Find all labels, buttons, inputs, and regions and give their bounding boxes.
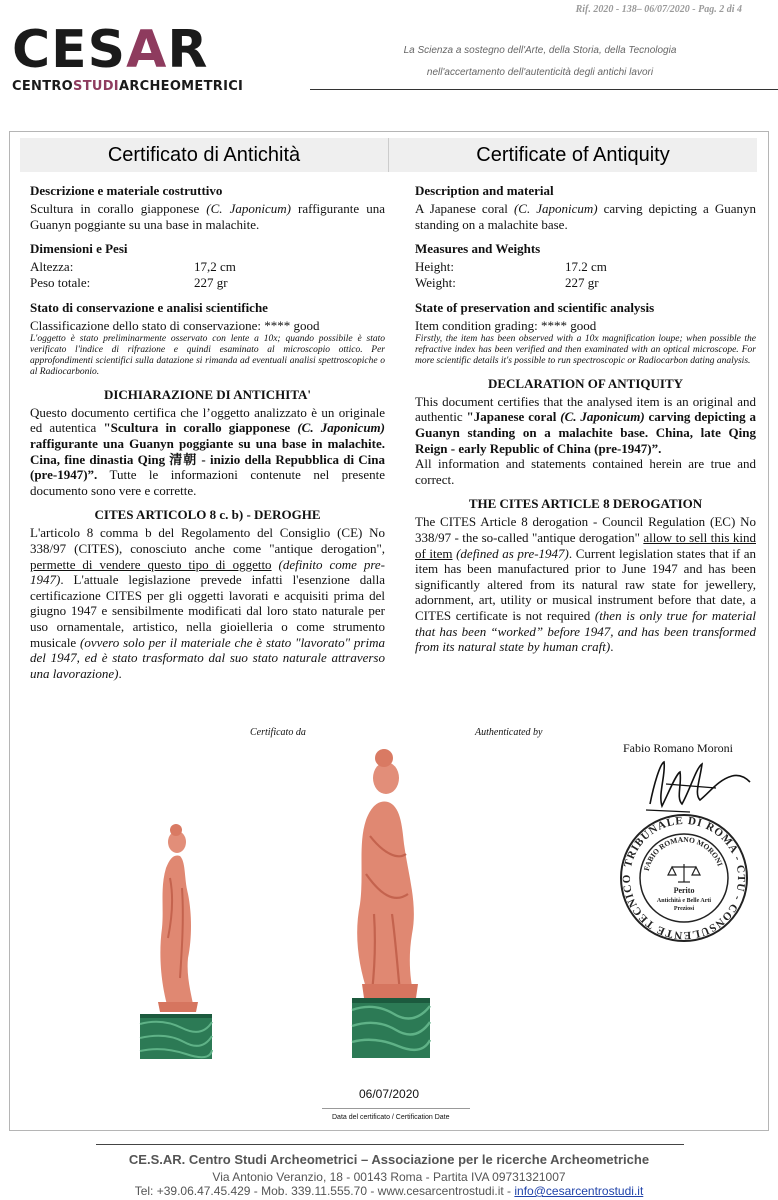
authenticated-by-caption: Authenticated by [475, 727, 543, 738]
it-state-heading: Stato di conservazione e analisi scientifiche [30, 300, 268, 316]
en-declaration-heading: DECLARATION OF ANTIQUITY [487, 375, 684, 391]
footer-divider [96, 1144, 684, 1145]
date-divider [322, 1108, 470, 1109]
en-height-row: Height: 17.2 cm [415, 259, 607, 275]
expert-name: Fabio Romano Moroni [623, 741, 733, 755]
it-cites-text: L'articolo 8 comma b del Regolamento del Consiglio (CE) No 338/97 (CITES), conosciuto anche come "antique derogation", permette di vendere questo tipo di oggetto (definito come pre-1947). L'attuale legislazione prevede infatti l'esenzione dalla certificazione CITES per gli oggetti lavorati e acquisiti prima del giugno 1947 e sensibilmente modificati dal loro stato naturale per uso ornamentale, artistico, nella gioielleria o come strumento musicale (ovvero solo per il materiale che è stato "lavorato" prima del 1947, ed è stato trasformato dal suo stato naturale attraverso una lavorazione). [30, 525, 386, 681]
certificate-title-bar [20, 138, 757, 172]
it-description-heading: Descrizione e materiale costruttivo [30, 183, 223, 198]
en-description-heading: Description and material [415, 183, 554, 198]
it-declaration-heading: DICHIARAZIONE DI ANTICHITA' [103, 386, 312, 402]
it-state-note: L'oggetto è stato preliminarmente osservato con lente a 10x; quando possibile è stato verificato l'indice di rifrazione e quindi esaminato al microscopio ottico. Per approfondimenti scientifici sulla datazione si rimanda ad eventuali analisi spettroscopiche o al Radiocarbonio. [30, 333, 385, 377]
it-description-text: Scultura in corallo giapponese (C. Japonicum) raffigurante una Guanyn poggiante su una base in malachite. [30, 201, 385, 232]
footer-address: Via Antonio Veranzio, 18 - 00143 Roma - Partita IVA 09731321007 [212, 1170, 566, 1184]
it-grading: Classificazione dello stato di conservazione: **** good [30, 318, 320, 334]
en-grading: Item condition grading: **** good [415, 318, 597, 334]
svg-text:FABIO ROMANO MORONI [642, 835, 725, 872]
email-link[interactable]: info@cesarcentrostudi.it [514, 1184, 644, 1198]
en-weight-row: Weight: 227 gr [415, 275, 599, 291]
footer-contacts: Tel: +39.06.47.45.429 - Mob. 339.11.555.70 - www.cesarcentrostudi.it - info@cesarcentrostudi.it [134, 1184, 644, 1198]
it-weight-row: Peso totale: 227 gr [30, 275, 228, 291]
logo-wordmark: CESAR [12, 20, 209, 80]
it-cites-heading: CITES ARTICOLO 8 c. b) - DEROGHE [94, 507, 321, 523]
certification-date: 06/07/2020 [359, 1087, 420, 1101]
english-column [415, 183, 756, 655]
en-state-note: Firstly, the item has been observed with a 10x magnification loupe; when possible the refractive index has been verified and then examinated with an optical microscope. For more scientific details it's possible to run spectroscopic or Radiocarbon dating analysis. [415, 333, 756, 366]
en-state-heading: State of preservation and scientific analysis [415, 300, 655, 316]
en-description-text: A Japanese coral (C. Japonicum) carving depicting a Guanyn standing on a malachite base. [415, 201, 756, 232]
cesar-logo [12, 20, 280, 94]
tagline-2: nell'accertamento dell'autenticità degli antichi lavori [426, 67, 654, 78]
certification-date-label: Data del certificato / Certification Date [332, 1114, 450, 1121]
photo-front-view [314, 744, 466, 1068]
stamp-perito: Perito [673, 886, 695, 895]
en-declaration-closing: All information and statements contained herein are true and correct. [415, 456, 756, 487]
tagline-1: La Scienza a sostegno dell'Arte, della Storia, della Tecnologia [403, 45, 677, 56]
it-dimensions-heading: Dimensioni e Pesi [30, 241, 128, 257]
footer-organization: CE.S.AR. Centro Studi Archeometrici – Associazione per le ricerche Archeometriche [128, 1152, 650, 1167]
scales-icon [668, 864, 700, 882]
italian-column [30, 183, 385, 681]
title-italian: Certificato di Antichità [107, 144, 301, 166]
stamp-line-1: Antichità e Belle Arti [656, 898, 712, 904]
stamp-line-2: Preziosi [673, 906, 695, 912]
stamp-inner-text: FABIO ROMANO MORONI [641, 834, 725, 872]
logo-subtitle: CENTROSTUDIARCHEOMETRICI [12, 79, 244, 94]
header-divider [310, 89, 778, 90]
it-declaration-text: Questo documento certifica che l’oggetto analizzato è un originale ed autentica "Scultura in corallo giapponese (C. Japonicum) raffigurante una Guanyn poggiante su una base in malachite. Cina, fine dinastia Qing 清朝 - inizio della Repubblica di Cina (pre-1947)”. Tutte le informazioni contenute nel presente documento sono vere e corrette. [30, 404, 385, 498]
official-stamp [618, 812, 750, 944]
en-declaration-text: This document certifies that the analysed item is an original and authentic "Japanese coral (C. Japonicum) carving depicting a Guanyn standing on a malachite base. China, late Qing Reign - early Republic of China (pre-1947)”. [415, 393, 756, 456]
certified-by-caption: Certificato da [250, 727, 306, 738]
photo-side-view [122, 818, 230, 1064]
expert-signature [636, 754, 754, 816]
stamp-outer-text: TRIBUNALE DI ROMA - CTU - CONSULENTE TECNICO [620, 814, 748, 942]
title-english: Certificate of Antiquity [476, 144, 670, 166]
en-cites-heading: THE CITES ARTICLE 8 DEROGATION [468, 496, 703, 512]
en-dimensions-heading: Measures and Weights [415, 241, 541, 257]
reference-number: Rif. 2020 - 138– 06/07/2020 - Pag. 2 di 4 [575, 4, 742, 15]
en-cites-text: The CITES Article 8 derogation - Council Regulation (EC) No 338/97 - the so-called "antique derogation" allow to sell this kind of item (defined as pre-1947). Current legislation states that if an item has been manufactured prior to June 1947 and has been significantly altered from its natural raw state for jewellery, adornment, art, utility or musical instrument before that date, a CITES certificate is not required (then is only true for material that has been “worked” before 1947, and has been transformed from its natural state by human craft). [415, 514, 756, 655]
it-height-row: Altezza: 17,2 cm [30, 259, 236, 275]
